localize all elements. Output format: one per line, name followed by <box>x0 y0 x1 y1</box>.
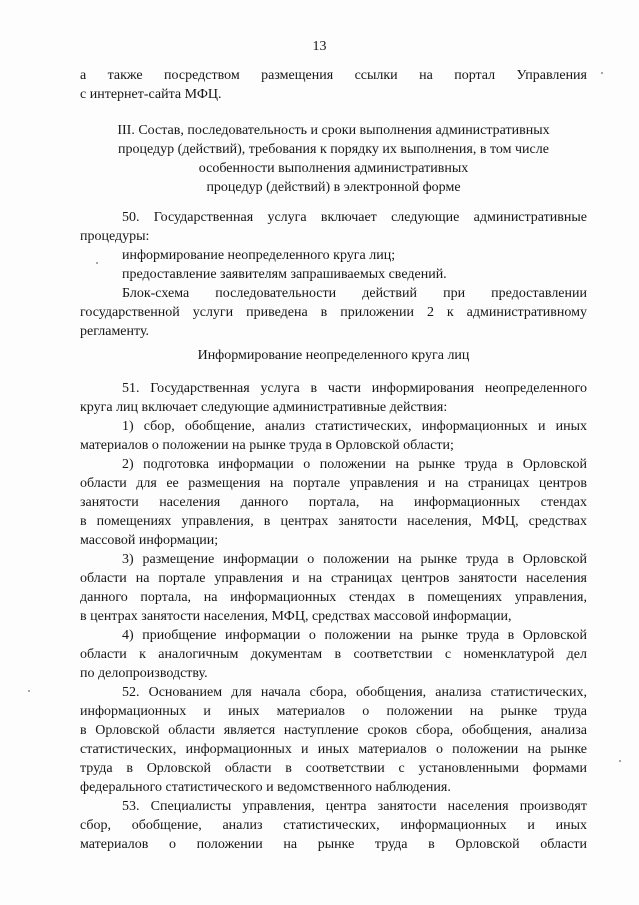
p50-line-3: информирование неопределенного круга лиц; <box>122 248 396 263</box>
paragraph-50 <box>80 208 587 284</box>
item2-line-5: массовой информации; <box>80 533 219 548</box>
scan-speck <box>28 690 30 692</box>
scan-speck <box>96 262 98 264</box>
item3-line-3: данного портала, на информационных стендах в помещениях управления, <box>80 590 587 605</box>
item3-line-2: области на портале управления и на страницах центров занятости населения <box>80 571 587 586</box>
item2-line-3: занятости населения данного портала, на информационных стендах <box>80 495 587 510</box>
page-number: 13 <box>312 39 327 54</box>
p52-line-1: 52. Основанием для начала сбора, обобщения, анализа статистических, <box>122 685 587 700</box>
flowchart-paragraph <box>80 284 587 341</box>
p50-line-4: предоставление заявителям запрашиваемых сведений. <box>122 267 447 282</box>
blok-line-2: государственной услуги приведена в приложении 2 к административному <box>80 305 587 320</box>
intro-line-1: а также посредством размещения ссылки на портал Управления <box>80 68 587 83</box>
item4-line-3: по делопроизводству. <box>80 666 208 681</box>
item3-line-1: 3) размещение информации о положении на рынке труда в Орловской <box>122 552 587 567</box>
p52-line-6: федерального статистического и ведомственного наблюдения. <box>80 780 451 795</box>
item4-line-2: области к аналогичным документам в соответствии с номенклатурой дел <box>80 647 587 662</box>
item1-line-2: материалов о положении на рынке труда в Орловской области; <box>80 438 454 453</box>
paragraph-51 <box>80 379 587 854</box>
section-heading <box>80 121 587 197</box>
section-heading-line-3: особенности выполнения административных <box>198 161 469 176</box>
section-heading-line-4: процедур (действий) в электронной форме <box>206 180 461 195</box>
item2-line-1: 2) подготовка информации о положении на рынке труда в Орловской <box>122 457 587 472</box>
blok-line-1: Блок-схема последовательности действий при предоставлении <box>122 286 587 301</box>
scan-speck <box>601 72 603 74</box>
item4-line-1: 4) приобщение информации о положении на рынке труда в Орловской <box>122 628 587 643</box>
p51-line-2: круга лиц включает следующие административные действия: <box>80 400 448 415</box>
p51-line-1: 51. Государственная услуга в части информирования неопределенного <box>122 381 587 396</box>
item2-line-4: в помещениях управления, в центрах занятости населения, МФЦ, средствах <box>80 514 587 529</box>
blok-line-3: регламенту. <box>80 324 150 339</box>
p50-line-1: 50. Государственная услуга включает следующие административные <box>122 210 587 225</box>
p52-line-4: статистических, информационных и иных материалов о положении на рынке <box>80 742 587 757</box>
item3-line-4: в центрах занятости населения, МФЦ, средствах массовой информации, <box>80 609 512 624</box>
p53-line-2: сбор, обобщение, анализ статистических, информационных и иных <box>80 818 587 833</box>
p52-line-2: информационных и иных материалов о положении на рынке труда <box>80 704 587 719</box>
scan-speck <box>619 760 621 762</box>
item1-line-1: 1) сбор, обобщение, анализ статистических, информационных и иных <box>122 419 587 434</box>
p52-line-5: труда в Орловской области в соответствии с установленными формами <box>80 761 587 776</box>
p53-line-3: материалов о положении на рынке труда в Орловской области <box>80 837 587 852</box>
section-heading-line-2: процедур (действий), требования к порядку их выполнения, в том числе <box>118 142 549 157</box>
intro-paragraph <box>80 66 587 104</box>
subheading-text: Информирование неопределенного круга лиц <box>197 348 470 363</box>
item2-line-2: области для ее размещения на портале управления и на страницах центров <box>80 476 587 491</box>
subheading <box>80 346 587 365</box>
p52-line-3: в Орловской области является наступление сроков сбора, обобщения, анализа <box>80 723 587 738</box>
intro-line-2: с интернет-сайта МФЦ. <box>80 87 222 102</box>
p53-line-1: 53. Специалисты управления, центра занятости населения производят <box>122 799 587 814</box>
p50-line-2: процедуры: <box>80 229 150 244</box>
section-heading-line-1: III. Состав, последовательность и сроки выполнения административных <box>117 123 550 138</box>
